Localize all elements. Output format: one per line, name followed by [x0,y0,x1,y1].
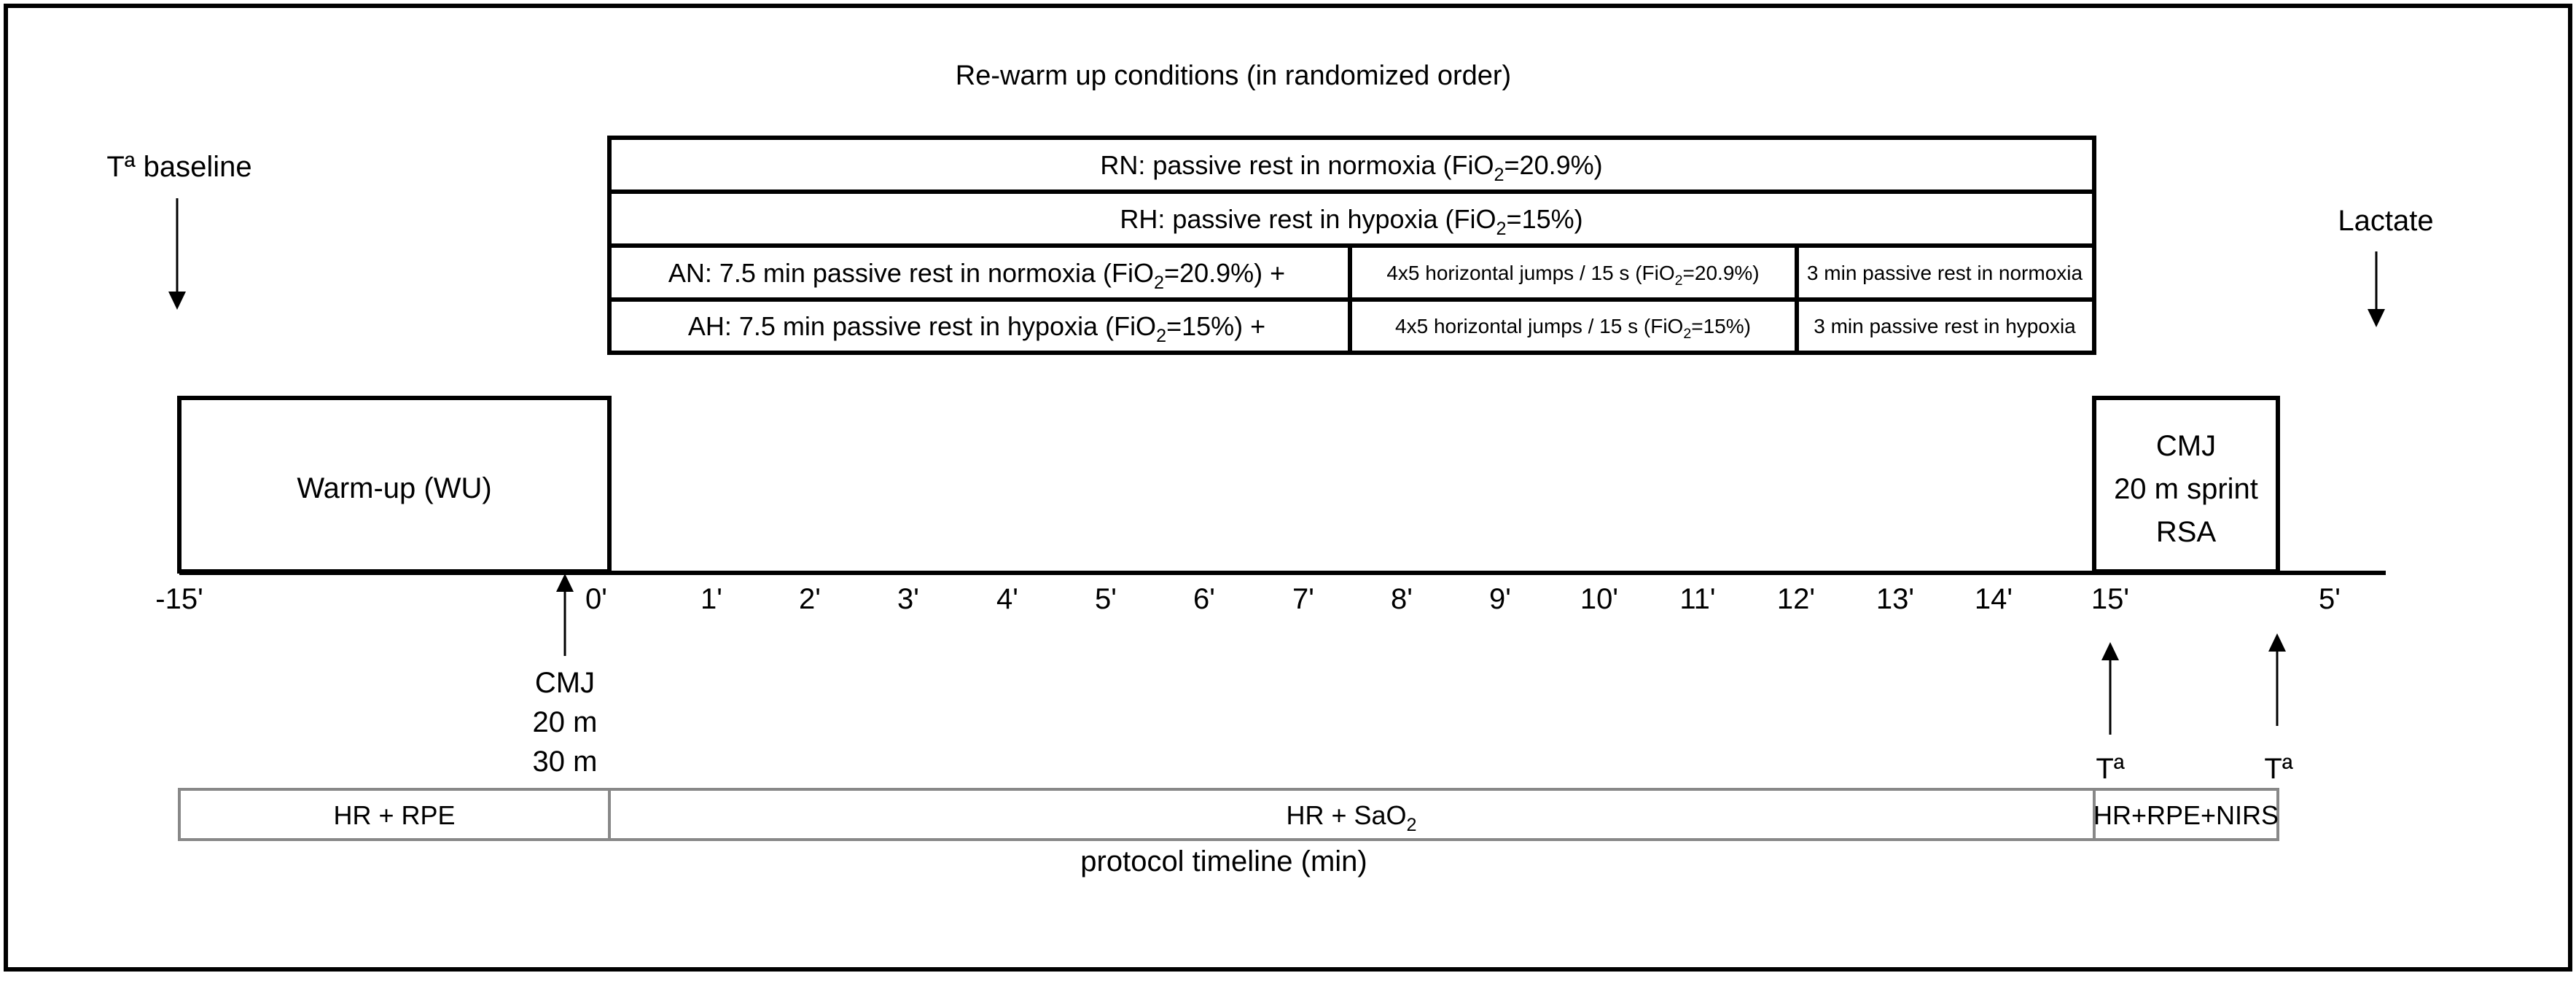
pretest-20m: 20 m [532,706,598,738]
tick-label: 9' [1489,583,1511,615]
tick-label: 5' [1095,583,1117,615]
warmup-label: Warm-up (WU) [297,472,492,504]
tick-label: 3' [897,583,919,615]
tick-label: 13' [1876,583,1915,615]
tick-label: 11' [1679,583,1716,615]
temperature-label-2: Tª [2264,753,2293,785]
temperature-arrowhead-1 [2101,642,2119,660]
tick-label: 6' [1193,583,1215,615]
measurement-tests: HR+RPE+NIRS [2093,800,2279,830]
diagram-title: Re-warm up conditions (in randomized order) [955,60,1512,91]
test-sprint: 20 m sprint [2114,473,2258,505]
condition-ah-jumps: 4x5 horizontal jumps / 15 s (FiO$_2$=15%) [1395,315,1751,342]
lactate-label: Lactate [2338,205,2434,237]
pretest-30m: 30 m [532,746,598,778]
tick-label: -15' [155,583,203,615]
measurement-bar-border [179,789,2278,840]
condition-rn: RN: passive rest in normoxia (FiO$_2$=20.9%) [1100,150,1603,185]
conditions-table [609,138,2094,353]
condition-an-jumps: 4x5 horizontal jumps / 15 s (FiO$_2$=20.9%) [1386,262,1760,289]
pretest-cmj: CMJ [534,667,596,699]
tick-label: 5' [2319,583,2341,615]
test-rsa: RSA [2155,516,2217,548]
test-cmj: CMJ [2155,430,2217,462]
baseline-arrowhead [168,292,186,310]
tick-label: 14' [1974,583,2013,615]
tick-label: 1' [700,583,722,615]
timeline-axis-label: protocol timeline (min) [1080,845,1367,878]
temperature-label-1: Tª [2096,753,2125,785]
tick-label: 2' [799,583,821,615]
tick-label: 15' [2091,583,2130,615]
condition-an-rest: AN: 7.5 min passive rest in normoxia (FiO$_2$=20.9%) + [668,258,1286,293]
tick-label: 10' [1580,583,1619,615]
lactate-arrowhead [2368,309,2385,327]
tick-label: 0' [585,583,607,615]
measurement-bar [179,789,2279,840]
temperature-arrowhead-2 [2268,633,2286,652]
tick-label: 4' [996,583,1018,615]
condition-ah-final-rest: 3 min passive rest in hypoxia [1814,315,2076,337]
tick-label: 8' [1391,583,1413,615]
tick-label: 12' [1776,583,1816,615]
condition-rh: RH: passive rest in hypoxia (FiO$_2$=15%) [1120,204,1583,239]
condition-an-final-rest: 3 min passive rest in normoxia [1806,262,2083,284]
measurement-rewarmup: HR + SaO$_2$ [1286,800,1417,835]
pretest-arrowhead [556,574,574,592]
measurement-warmup: HR + RPE [333,800,456,830]
tick-label: 7' [1292,583,1314,615]
timeline-ticks [155,583,2341,615]
baseline-temperature-label: Tª baseline [106,151,252,183]
condition-ah-rest: AH: 7.5 min passive rest in hypoxia (FiO$_2$=15%) + [687,311,1266,346]
